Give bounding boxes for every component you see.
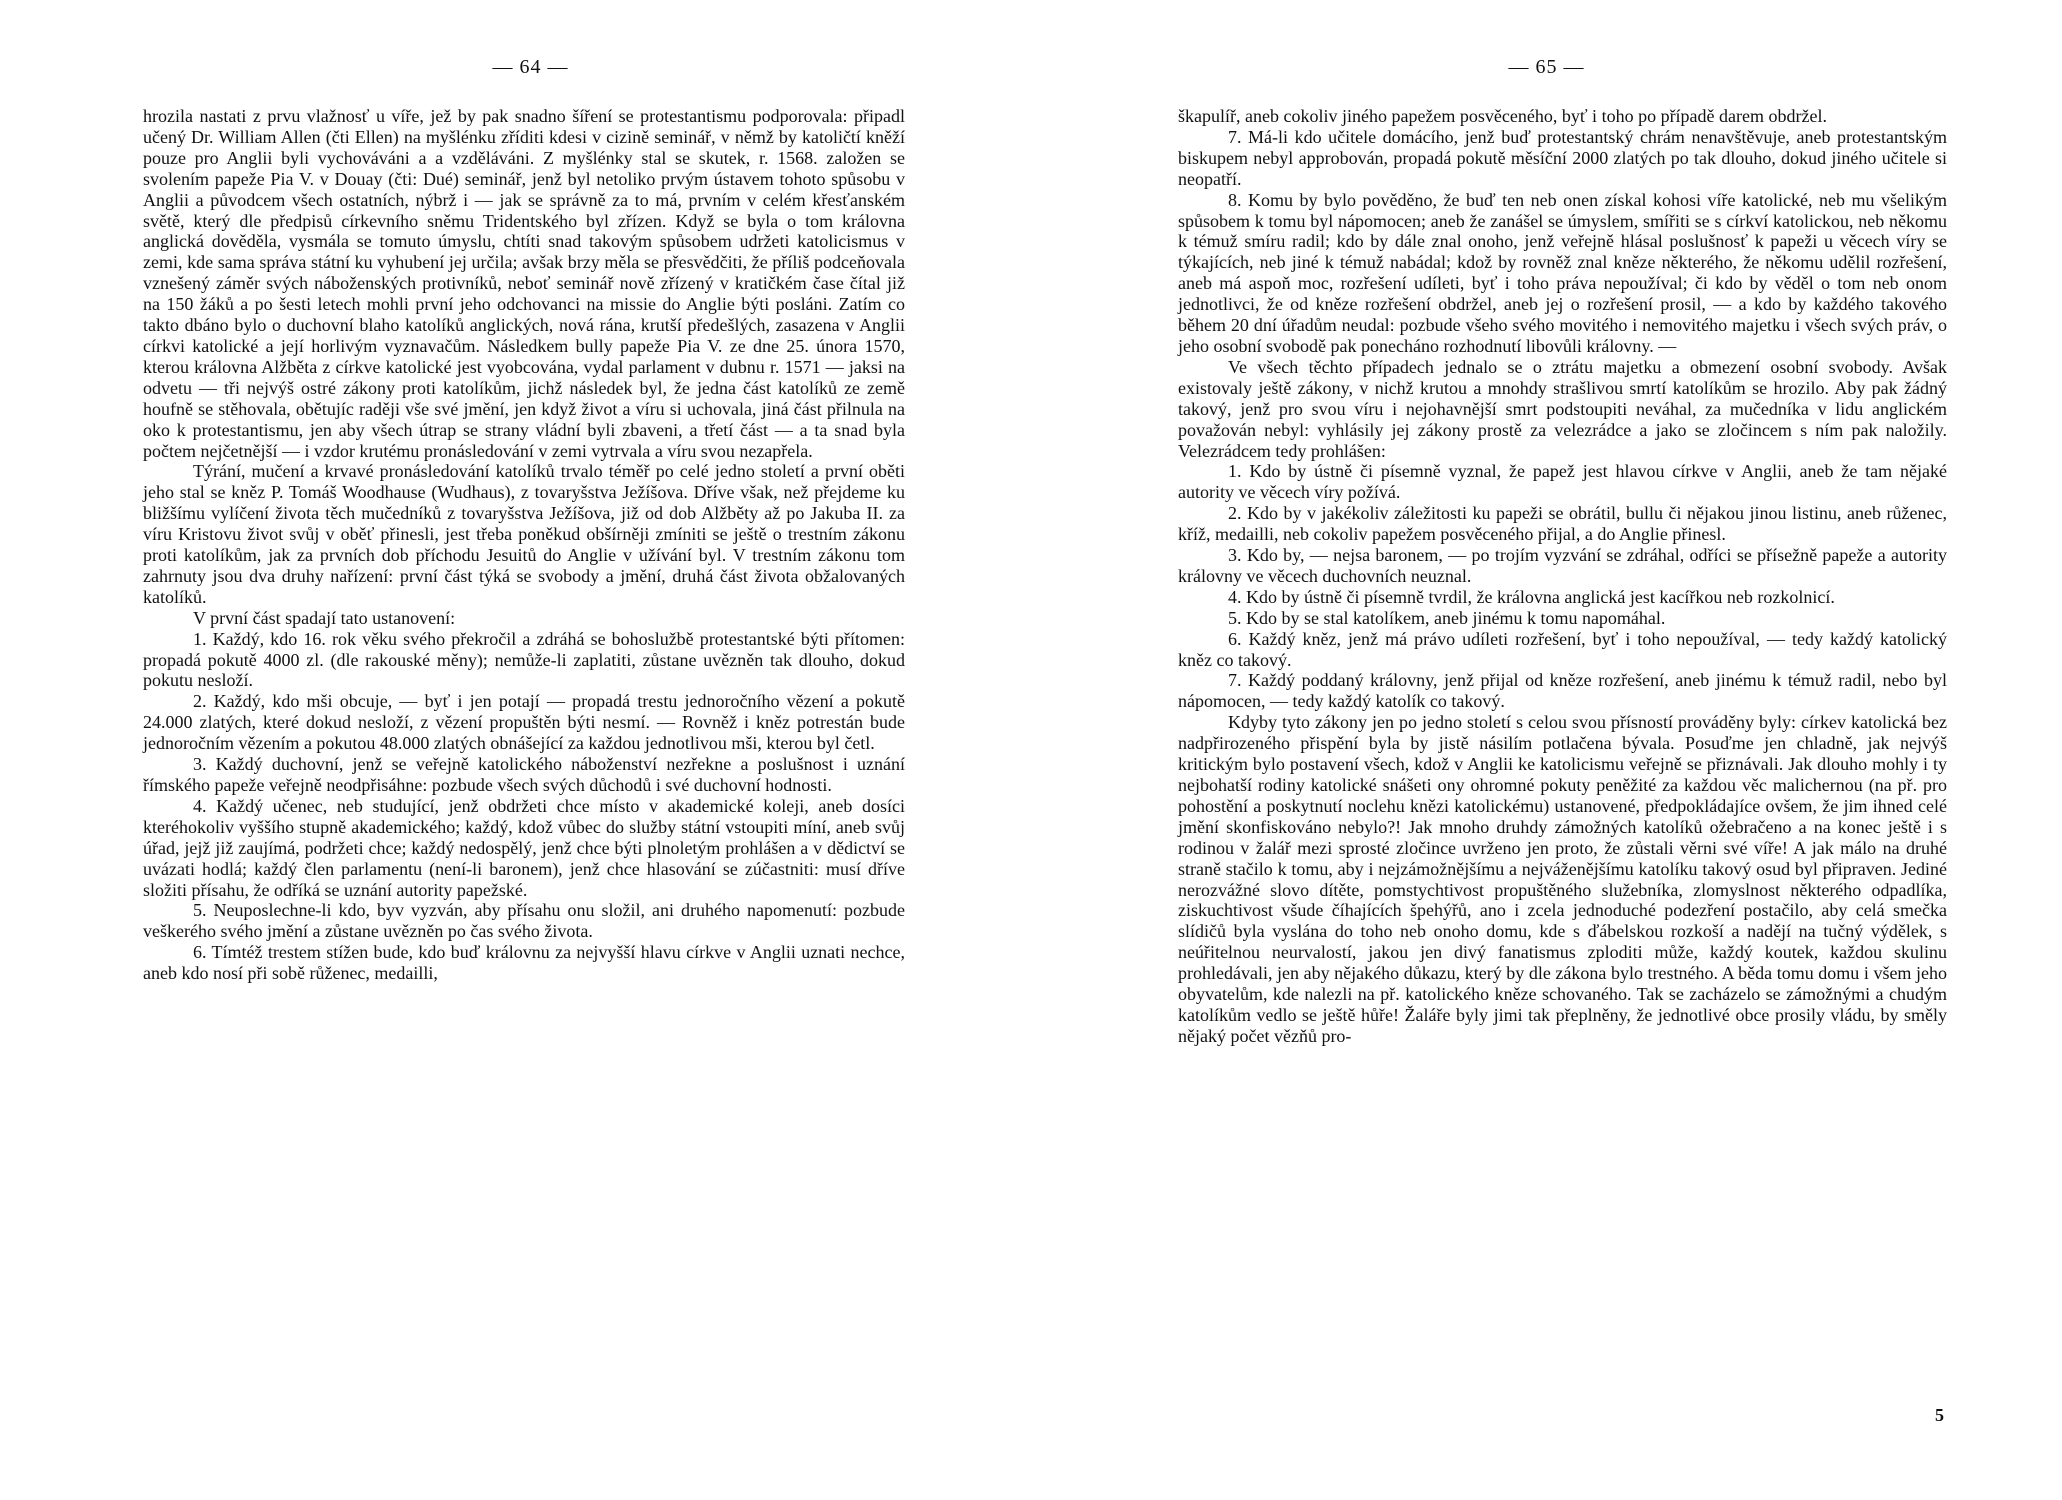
list-item: 6. Každý kněz, jenž má právo udíleti rozřešení, byť i toho nepoužíval, — tedy každý katolický kněz co takový. [1178,628,1947,670]
signature-mark: 5 [1935,1405,1944,1425]
list-item: 2. Kdo by v jakékoliv záležitosti ku papeži se obrátil, bullu či nějakou jinou listinu, aneb růženec, kříž, medailli, neb cokoliv papežem posvěceného přijal, a do Anglie přinesl. [1178,503,1947,545]
page-body [143,106,905,984]
paragraph: Týrání, mučení a krvavé pronásledování katolíků trvalo téměř po celé jedno století a první oběti jeho stal se kněz P. Tomáš Woodhause (Wudhaus), z tovaryšstva Ježíšova. Dříve však, než přejdeme ku bližšímu vylíčení života těch mučedníků z tovaryšstva Ježíšova, již od dob Alžběty až po Jakuba II. za víru Kristovu život svůj v oběť přinesli, jest třeba poněkud obšírněji zmíniti se ještě o trestním zákonu proti katolíkům, jak za prvních dob příchodu Jesuitů do Anglie v užívání byl. V trestním zákonu tom zahrnuty jsou dva druhy nařízení: první část týká se svobody a jmění, druhá část života obžalovaných katolíků. [143,461,905,607]
page-number: — 65 — [1508,56,1585,78]
list-item: 7. Má-li kdo učitele domácího, jenž buď protestantský chrám nenavštěvuje, aneb protestantským biskupem nebyl approbován, propadá pokutě měsíční 2000 zlatých po tak dlouho, dokud jiného učitele si neopatří. [1178,126,1947,189]
list-item: 4. Kdo by ústně či písemně tvrdil, že královna anglická jest kacířkou neb rozkolnicí. [1228,586,1835,607]
list-item: 1. Kdo by ústně či písemně vyznal, že papež jest hlavou církve v Anglii, aneb že tam nějaké autority ve věcech víry požívá. [1178,461,1947,503]
list-item: 5. Kdo by se stal katolíkem, aneb jinému k tomu napomáhal. [1228,607,1666,628]
list-item: 1. Každý, kdo 16. rok věku svého překročil a zdráhá se bohoslužbě protestantské býti přítomen: propadá pokutě 4000 zl. (dle rakouské měny); nemůže-li zaplatiti, zůstane uvězněn tak dlouho, dokud pokutu nesloží. [143,628,905,691]
paragraph: hrozila nastati z prvu vlažnosť u víře, jež by pak snadno šíření se protestantismu podporovala: připadl učený Dr. William Allen (čti Ellen) na myšlénku zříditi kdesi v cizině seminář, v němž by katoličtí kněží pouze pro Anglii byli vychováváni a a vzděláváni. Z myšlénky stal se skutek, r. 1568. založen se svolením papeže Pia V. v Douay (čti: Dué) seminář, jenž byl netoliko prvým ústavem tohoto spůsobu v Anglii a původcem všech ostatních, nýbrž i — jak se správně za to má, prvním v celém křesťanském světě, který dle předpisů církevního sněmu Tridentského byl zřízen. Když se byla o tom královna anglická dověděla, vysmála se tomuto úmyslu, chtíti snad takovým spůsobem udržeti katolicismus v zemi, kde sama správa státní ku vyhubení jej určila; avšak brzy měla se přesvědčiti, že příliš podceňovala vznešený záměr svých náboženských protivníků, neboť seminář nově zřízený v kratičkém čase čítal již na 150 žáků a po šesti letech mohli první jeho odchovanci na missie do Anglie býti posláni. Zatím co takto dbáno bylo o duchovní blaho katolíků anglických, nová rána, krutší předešlých, zasazena v Anglii církvi katolické a její horlivým vyznavačům. Následkem bully papeže Pia V. ze dne 25. února 1570, kterou královna Alžběta z církve katolické jest vyobcována, vydal parlament v dubnu r. 1571 — jaksi na odvetu — tři nejvýš ostré zákony proti katolíkům, jichž následek byl, že jedna část katolíků ze země houfně se stěhovala, obětujíc raději vše své jmění, jen když život a víru si uchovala, jiná část přilnula na oko k protestantismu, jen aby všech útrap se strany vládní byli zbaveni, a třetí část — a ta snad byla počtem nejčetnější — i vzdor krutému pronásledování v zemi vytrvala a víru svou nezapřela. [143,106,905,461]
list-item: 2. Každý, kdo mši obcuje, — byť i jen potají — propadá trestu jednoročního vězení a pokutě 24.000 zlatých, které dokud nesloží, z vězení propuštěn býti nesmí. — Rovněž i kněz potrestán bude jednoročním vězením a pokutou 48.000 zlatých obnášející za každou jednotlivou mši, kterou byl četl. [143,691,905,754]
paragraph: Ve všech těchto případech jednalo se o ztrátu majetku a obmezení osobní svobody. Avšak existovaly ještě zákony, v nichž krutou a mnohdy strašlivou smrtí katolíkům se hrozilo. Aby pak žádný takový, jenž pro svou víru i nejohavnější smrt podstoupiti neváhal, za mučedníka v lidu anglickém považován nebyl: vyhlásily jej zákony prostě za velezrádce a jako se zločincem s ním pak naložily. Velezrádcem tedy prohlášen: [1178,356,1947,461]
paragraph: Kdyby tyto zákony jen po jedno století s celou svou přísností prováděny byly: církev katolická bez nadpřirozeného přispění byla by jistě násilím potlačena bývala. Posuďme jen chladně, jak nejvýš kritickým bylo postavení všech, kdož v Anglii ke katolicismu veřejně se přiznávali. Jak dlouho mohly i ty nejbohatší rodiny katolické snášeti ony ohromné pokuty peněžité za každou věc malichernou (na př. pro pohostění a poskytnutí noclehu knězi katolickému) ustanovené, předpokládajíce ovšem, že jim ihned celé jmění skonfiskováno nebylo?! Jak mnoho druhdy zámožných katolíků ožebračeno a na konec ještě i s rodinou v žalář mezi sprosté zločince uvrženo jen proto, že zůstali věrni své víře! A jak málo na druhé straně stačilo k tomu, aby i nejzámožnějšímu a nejváženějšímu katolíku takový osud byl připraven. Jediné nerozvážné slovo dítěte, pomstychtivost propuštěného služebníka, zlomyslnost některého odpadlíka, ziskuchtivost všude číhajících špehýřů, ano i zcela jednoduché podezření postačilo, aby celá smečka slídičů byla vyslána do toho neb onoho domu, kde s ďábelskou rozkoší a nadějí na tučný výdělek, s neúřitelnou neurvalostí, jakou jen divý fanatismus zploditi může, každý koutek, každou skulinu prohledávali, jen aby nějakého důkazu, který by dle zákona bylo trestného. A běda tomu domu i všem jeho obyvatelům, kde nalezli na př. katolického kněze schovaného. Tak se zacházelo se zámožnými a chudým katolíkům vedlo se ještě hůře! Žaláře byly jimi tak přeplněny, že jednotlivé obce prosily vládu, by směly nějaký počet vězňů pro- [1178,712,1947,1046]
list-item: 8. Komu by bylo pověděno, že buď ten neb onen získal kohosi víře katolické, neb mu všelikým spůsobem k tomu byl nápomocen; aneb že zanášel se úmyslem, smířiti se s církví katolickou, neb někomu k témuž smíru radil; kdo by dále znal onoho, jenž veřejně hlásal poslušnosť k papeži u věcech víry se týkajících, neb jiné k témuž nabádal; kdož by rovněž znal kněze některého, že někomu udělil rozřešení, aneb má aspoň moc, rozřešení udíleti, byť i toho práva nepoužíval; či kdo by věděl o tom neb onom jednotlivci, že od kněze rozřešení obdržel, aneb jej o rozřešení prosil, — a kdo by každého takového během 20 dní úřadům neudal: pozbude všeho svého movitého i nemovitého majetku i všech svých práv, o jeho osobní svobodě pak ponecháno rozhodnutí libovůli královny. — [1178,189,1947,356]
page-body [1178,106,1947,1047]
paragraph: škapulíř, aneb cokoliv jiného papežem posvěceného, byť i toho po případě darem obdržel. [1178,106,1827,126]
list-item: 6. Tímtéž trestem stížen bude, kdo buď královnu za nejvyšší hlavu církve v Anglii uznati nechce, aneb kdo nosí při sobě růženec, medailli, [143,942,905,984]
list-item: 7. Každý poddaný královny, jenž přijal od kněze rozřešení, aneb jinému k témuž radil, nebo byl nápomocen, — tedy každý katolík co takový. [1178,670,1947,712]
list-item: 4. Každý učenec, neb studující, jenž obdržeti chce místo v akademické koleji, aneb dosíci kteréhokoliv vyššího stupně akademického; každý, kdož vůbec do služby státní vstoupiti míní, aneb svůj úřad, jejž již zaujímá, podržeti chce; každý nedospělý, jenž chce býti plnoletým prohlášen a v dědictví se uvázati hodlá; každý člen parlamentu (není-li baronem), jenž chce hlasování se zúčastniti: musí dříve složiti přísahu, že odříká se uznání autority papežské. [143,795,905,900]
paragraph: V první část spadají tato ustanovení: [193,607,456,628]
list-item: 3. Každý duchovní, jenž se veřejně katolického náboženství nezřekne a poslušnost i uznání římského papeže veřejně neodpřisáhne: pozbude všech svých důchodů i své duchovní hodnosti. [143,754,905,795]
list-item: 3. Kdo by, — nejsa baronem, — po trojím vyzvání se zdráhal, odříci se přísežně papeže a autority královny ve věcech duchovních neuznal. [1178,545,1947,586]
list-item: 5. Neuposlechne-li kdo, byv vyzván, aby přísahu onu složil, ani druhého napomenutí: pozbude veškerého svého jmění a zůstane uvězněn po čas svého života. [143,900,905,942]
page-number: — 64 — [492,56,569,78]
